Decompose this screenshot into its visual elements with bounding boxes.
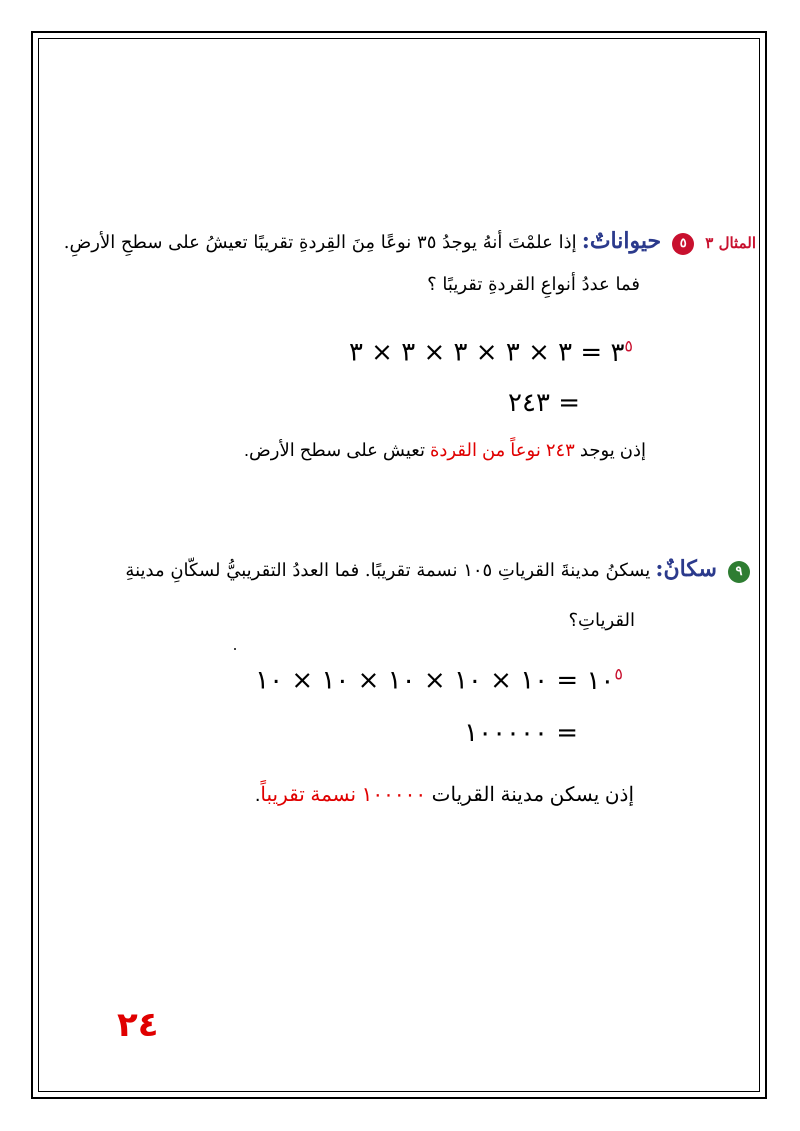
stray-dot [234, 648, 236, 650]
problem2-question-line2: القرياتِ؟ [568, 610, 635, 631]
example-label: المثال ٣ [705, 234, 756, 252]
expansion-text: = ١٠ × ١٠ × ١٠ × ١٠ × ١٠ [255, 665, 579, 696]
expansion-text: = ٣ × ٣ × ٣ × ٣ × ٣ [348, 337, 603, 368]
problem2-question-line1 [125, 556, 756, 583]
answer-highlight: ٢٤٣ نوعاً من القردة [429, 440, 575, 460]
problem2-result: = ١٠٠٠٠٠ [464, 718, 578, 748]
power-expression: $٣^٥$ [610, 336, 633, 368]
problem1-question-line1 [64, 228, 756, 255]
problem2-expansion [255, 664, 623, 696]
problem-topic: حيواناتٌ: [581, 228, 662, 254]
problem1-expansion [349, 336, 633, 368]
problem-topic: سكانٌ: [655, 556, 717, 582]
problem-number-badge: ٩ [728, 561, 750, 583]
power-expression: $١٠^٥$ [586, 664, 623, 696]
answer-highlight: ١٠٠٠٠٠ نسمة تقريباً [260, 784, 427, 806]
question-text: إذا علمْتَ أنهُ يوجدُ ٣٥ نوعًا مِنَ القِردةِ تقريبًا تعيشُ على سطحِ الأرضِ. [63, 232, 577, 253]
question-text: يسكنُ مدينةَ القرياتِ ١٠٥ نسمة تقريبًا. فما العددُ التقريبيُّ لسكّانِ مدينةِ [125, 560, 651, 581]
problem1-result: = ٢٤٣ [508, 388, 580, 418]
problem1-answer: إذن يوجد ٢٤٣ نوعاً من القردة تعيش على سطح الأرض. [244, 440, 646, 460]
problem2-answer: إذن يسكن مدينة القريات ١٠٠٠٠٠ نسمة تقريباً. [254, 784, 634, 806]
page-number: ٢٤ [117, 1005, 159, 1045]
problem-number-badge: ٥ [672, 233, 694, 255]
problem1-question-line2: فما عددُ أنواعِ القردةِ تقريبًا ؟ [427, 274, 640, 295]
